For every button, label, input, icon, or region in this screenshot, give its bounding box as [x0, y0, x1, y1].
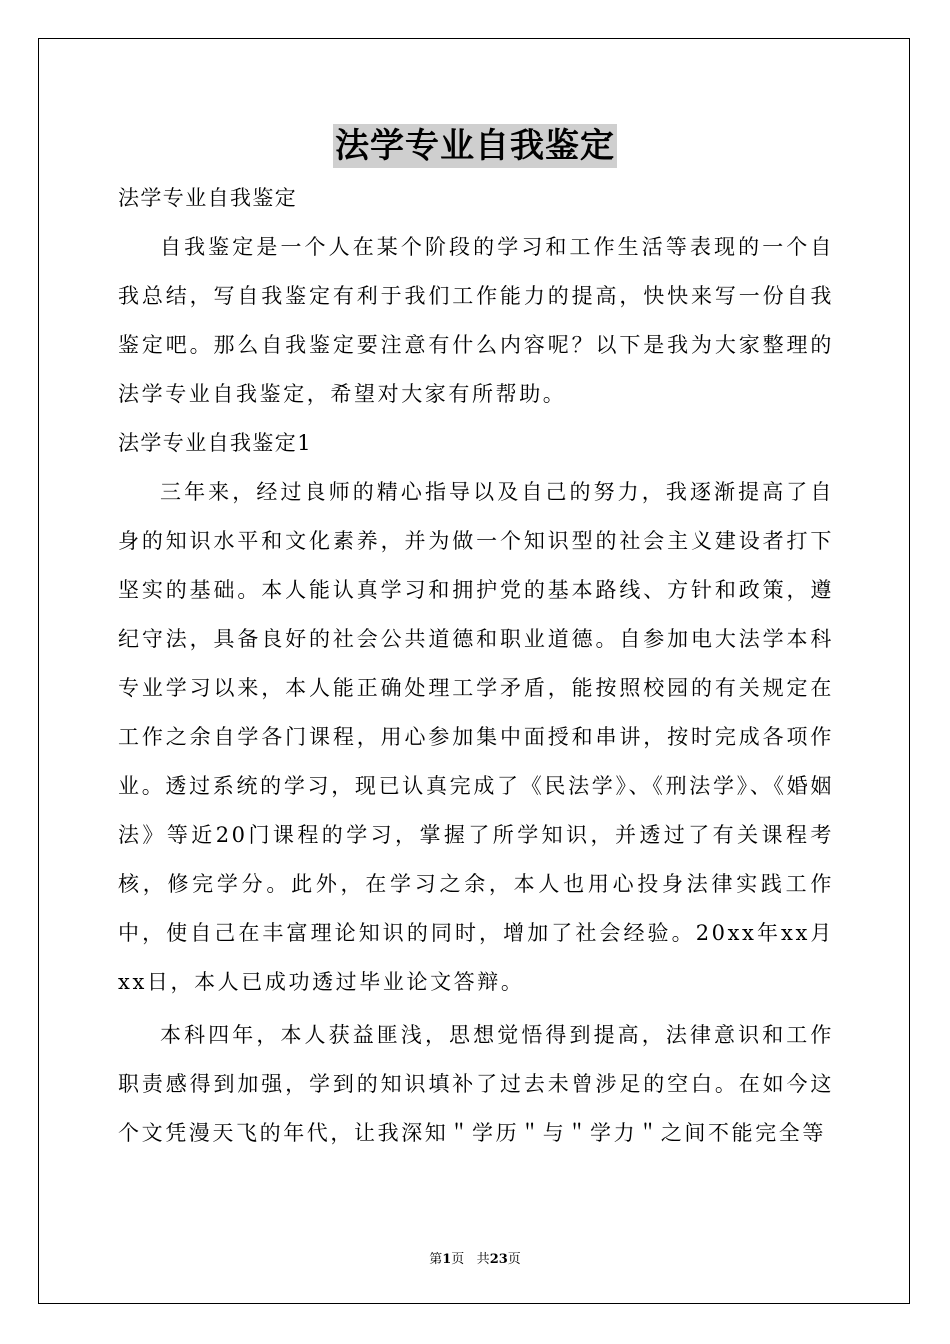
body-paragraph-1: 三年来，经过良师的精心指导以及自己的努力，我逐渐提高了自身的知识水平和文化素养，并为做一个知识型的社会主义建设者打下坚实的基础。本人能认真学习和拥护党的基本路线、方针和政策，遵纪守法，具备良好的社会公共道德和职业道德。自参加电大法学本科专业学习以来，本人能正确处理工学矛盾，能按照校园的有关规定在工作之余自学各门课程，用心参加集中面授和串讲，按时完成各项作业。透过系统的学习，现已认真完成了《民法学》、《刑法学》、《婚姻法》等近20门课程的学习，掌握了所学知识，并透过了有关课程考核，修完学分。此外，在学习之余，本人也用心投身法律实践工作中，使自己在丰富理论知识的同时，增加了社会经验。20xx年xx月xx日，本人已成功透过毕业论文答辩。 [118, 480, 834, 994]
footer-total-suffix: 页 [507, 1252, 521, 1267]
section-heading: 法学专业自我鉴定1 [118, 431, 312, 455]
document-title: 法学专业自我鉴定 [335, 126, 615, 166]
footer-page-prefix: 第 [429, 1252, 443, 1267]
page-footer [0, 1248, 950, 1267]
body-paragraph-2: 本科四年，本人获益匪浅，思想觉悟得到提高，法律意识和工作职责感得到加强，学到的知识填补了过去未曾涉足的空白。在如今这个文凭漫天飞的年代，让我深知＂学历＂与＂学力＂之间不能完全等 [118, 1023, 834, 1145]
footer-page-number: 1 [442, 1252, 452, 1267]
document-subtitle: 法学专业自我鉴定 [118, 186, 298, 210]
intro-paragraph: 自我鉴定是一个人在某个阶段的学习和工作生活等表现的一个自我总结，写自我鉴定有利于我们工作能力的提高，快快来写一份自我鉴定吧。那么自我鉴定要注意有什么内容呢？以下是我为大家整理的法学专业自我鉴定，希望对大家有所帮助。 [118, 235, 834, 406]
footer-total-prefix: 共 [476, 1252, 490, 1267]
footer-total-pages: 23 [489, 1252, 508, 1267]
document-title-container [0, 124, 950, 170]
document-body [118, 174, 834, 1158]
footer-page-suffix: 页 [451, 1252, 465, 1267]
